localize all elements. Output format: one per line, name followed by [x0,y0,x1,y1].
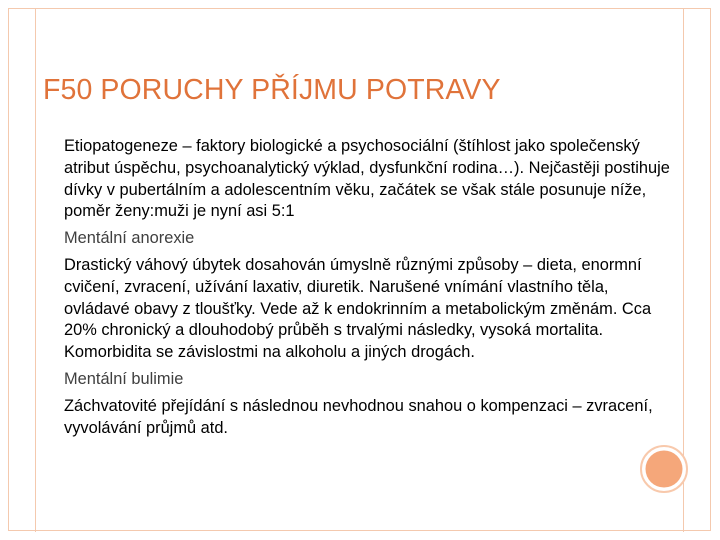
slide-content [64,136,676,439]
decorative-circle [639,444,689,494]
slide-title: F50 PORUCHY PŘÍJMU POTRAVY [43,74,501,106]
intro-paragraph: Etiopatogeneze – faktory biologické a psychosociální (štíhlost jako společenský atribut úspěchu, psychoanalytický výklad, dysfunkční rodina…). Nejčastěji postihuje dívky v pubertálním a adolescentním věku, začátek se však stále posunuje níže, poměr ženy:muži je nyní asi 5:1 [64,137,670,221]
bulimie-paragraph: Záchvatovité přejídání s následnou nevhodnou snahou o kompenzaci – zvracení, vyvolávání průjmů atd. [64,396,653,437]
heading-anorexie: Mentální anorexie [64,229,195,248]
slide-border-left-line [35,8,36,532]
heading-bulimie: Mentální bulimie [64,369,184,388]
anorexie-paragraph: Drastický váhový úbytek dosahován úmyslně různými způsoby – dieta, enormní cvičení, zvracení, užívání laxativ, diuretik. Narušené vnímání vlastního těla, ovládavé obavy z tloušťky. Vede až k endokrinním a metabolickým změnám. Cca 20% chronický a dlouhodobý průběh s trvalými následky, vysoká mortalita. Komorbidita se závislostmi na alkoholu a jiných drogách. [64,255,652,362]
